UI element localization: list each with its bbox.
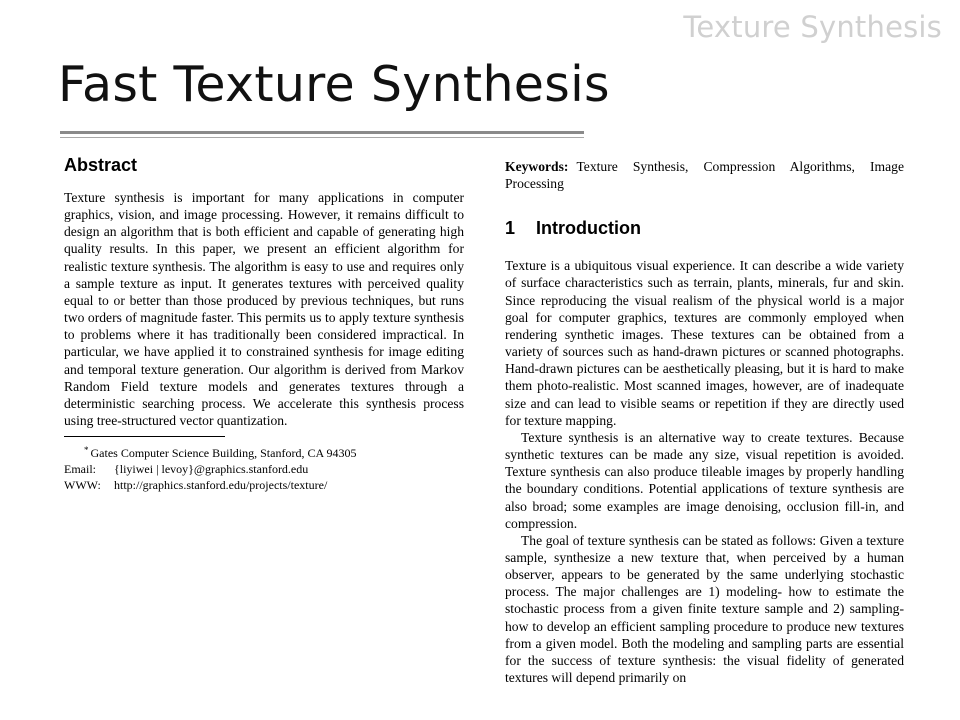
slide-title: Fast Texture Synthesis (58, 56, 610, 113)
keywords (505, 158, 904, 192)
section-title: Introduction (536, 218, 641, 239)
paper-left-column (64, 154, 464, 493)
footnote-www-url: http://graphics.stanford.edu/projects/texture/ (114, 478, 328, 493)
footnote-email-line (64, 461, 464, 477)
footnote-divider (64, 436, 225, 437)
title-underline-thick (60, 131, 584, 134)
footnote-www-line (64, 477, 464, 493)
footnote-email-label: Email: (64, 462, 96, 477)
intro-paragraph: The goal of texture synthesis can be stated as follows: Given a texture sample, synthesize a new texture that, when perceived by a human observer, appears to be generated by the same underlying stochastic process. The major challenges are 1) modeling- how to estimate the stochastic process from a given finite texture sample and 2) sampling- how to develop an efficient sampling procedure to produce new textures from a given model. Both the modeling and sampling parts are essential for the success of texture synthesis: the visual fidelity of generated textures will depend primarily on (505, 532, 904, 686)
section-number: 1 (505, 218, 516, 239)
keywords-text: Texture Synthesis, Compression Algorithms, Image Processing (505, 159, 904, 192)
title-underline-thin (60, 137, 584, 138)
footnote-address: Gates Computer Science Building, Stanford, CA 94305 (90, 446, 357, 461)
footnote-www-label: WWW: (64, 478, 101, 493)
introduction-heading (505, 217, 904, 239)
intro-paragraph: Texture is a ubiquitous visual experience. It can describe a wide variety of surface characteristics such as terrain, plants, minerals, fur and skin. Since reproducing the visual realism of the physical world is a major goal for computer graphics, textures are commonly employed when rendering synthetic images. These textures can be obtained from a variety of sources such as hand-drawn pictures or scanned photographs. Hand-drawn pictures can be aesthetically pleasing, but it is hard to make them photo-realistic. Most scanned images, however, are of inadequate size and can lead to visible seams or repetition if they are directly used for texture mapping. (505, 258, 904, 428)
intro-paragraph: Texture synthesis is an alternative way to create textures. Because synthetic textures can be made any size, visual repetition is avoided. Texture synthesis can also produce tileable images by properly handling the boundary conditions. Potential applications of texture synthesis are also broad; some examples are image denoising, occlusion fill-in, and compression. (505, 429, 904, 531)
slide-topic-tag: Texture Synthesis (683, 10, 942, 44)
footnote (64, 442, 464, 493)
abstract-heading: Abstract (64, 155, 138, 175)
footnote-marker: * (84, 445, 89, 456)
footnote-address-line (64, 442, 464, 461)
footnote-email: {liyiwei | levoy}@graphics.stanford.edu (114, 462, 309, 477)
keywords-label: Keywords: (505, 159, 569, 174)
paper-right-column (505, 158, 904, 686)
abstract-text: Texture synthesis is important for many applications in computer graphics, vision, and image processing. However, it remains difficult to design an algorithm that is both efficient and capable of generating high quality results. In this paper, we present an efficient algorithm for realistic texture synthesis. The algorithm is easy to use and requires only a sample texture as input. It generates textures with perceived quality equal to or better than those produced by previous techniques, but runs two orders of magnitude faster. This permits us to apply texture synthesis to problems where it has traditionally been considered impractical. In particular, we have applied it to constrained synthesis for image editing and temporal texture generation. Our algorithm is derived from Markov Random Field texture models and generates textures through a deterministic searching process. We accelerate this synthesis process using tree-structured vector quantization. (64, 190, 464, 429)
